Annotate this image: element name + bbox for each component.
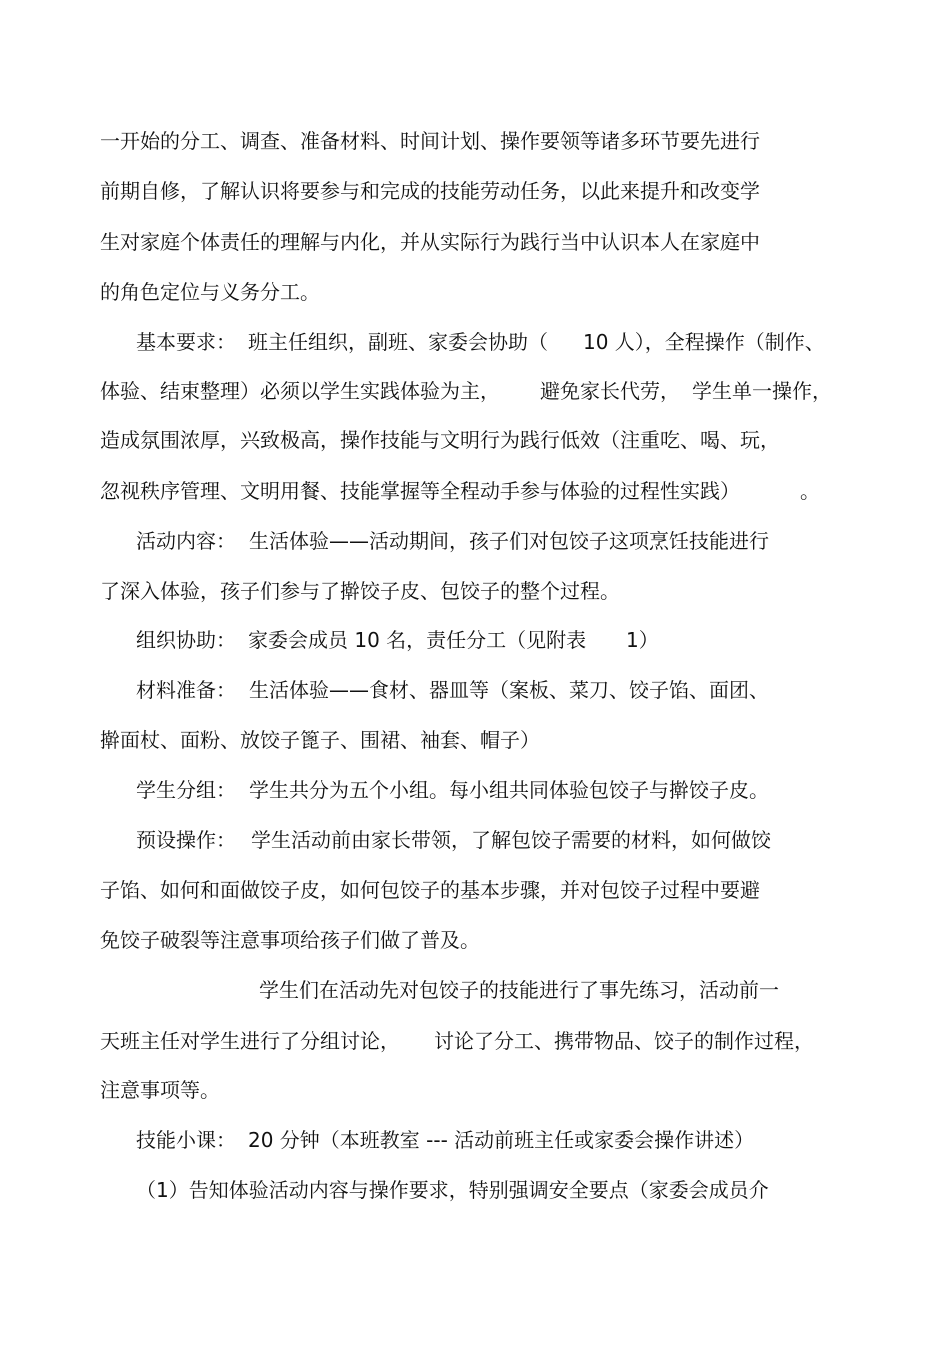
text-line: [0, 420, 950, 460]
text-line: [0, 571, 950, 611]
text-segment: 家委会成员 10 名，责任分工（见附表: [248, 628, 587, 652]
text-segment: 子馅、如何和面做饺子皮，如何包饺子的基本步骤，并对包饺子过程中要避: [100, 878, 760, 902]
text-line: [0, 770, 950, 810]
text-segment: 活动内容：: [136, 529, 236, 553]
text-segment: 天班主任对学生进行了分组讨论，: [100, 1029, 400, 1053]
text-line: [0, 1170, 950, 1210]
text-line: [0, 371, 950, 411]
text-segment: 一开始的分工、调查、准备材料、时间计划、操作要领等诸多环节要先进行: [100, 129, 760, 153]
text-line: [0, 670, 950, 710]
text-line: [0, 620, 950, 660]
text-segment: 学生单一操作，: [692, 379, 832, 403]
text-segment: 技能小课：: [136, 1128, 236, 1152]
text-segment: 学生活动前由家长带领，了解包饺子需要的材料，如何做饺: [251, 828, 771, 852]
text-line: [0, 471, 950, 511]
text-segment: 擀面杖、面粉、放饺子篦子、围裙、袖套、帽子）: [100, 728, 540, 752]
text-segment: 材料准备：: [136, 678, 236, 702]
text-segment: 学生共分为五个小组。每小组共同体验包饺子与擀饺子皮。: [249, 778, 769, 802]
text-segment: 前期自修，了解认识将要参与和完成的技能劳动任务，以此来提升和改变学: [100, 179, 760, 203]
text-segment: 20 分钟（本班教室 --- 活动前班主任或家委会操作讲述）: [248, 1128, 755, 1152]
text-segment: 10 人），全程操作（制作、: [583, 330, 825, 354]
text-line: [0, 222, 950, 262]
text-segment: 1）: [626, 628, 659, 652]
text-line: [0, 121, 950, 161]
text-segment: 注意事项等。: [100, 1078, 220, 1102]
text-segment: 基本要求：: [136, 330, 236, 354]
text-line: [0, 1021, 950, 1061]
text-segment: 学生分组：: [136, 778, 236, 802]
text-line: [0, 521, 950, 561]
text-segment: 的角色定位与义务分工。: [100, 280, 320, 304]
text-segment: （1）告知体验活动内容与操作要求，特别强调安全要点（家委会成员介: [136, 1178, 769, 1202]
text-segment: 造成氛围浓厚，兴致极高，操作技能与文明行为践行低效（注重吃、喝、玩，: [100, 428, 780, 452]
text-segment: 生活体验——食材、器皿等（案板、菜刀、饺子馅、面团、: [249, 678, 769, 702]
text-line: [0, 1070, 950, 1110]
text-line: [0, 1120, 950, 1160]
text-segment: 避免家长代劳，: [540, 379, 680, 403]
text-segment: 忽视秩序管理、文明用餐、技能掌握等全程动手参与体验的过程性实践）: [100, 479, 740, 503]
text-segment: 。: [800, 479, 820, 503]
text-segment: 组织协助：: [136, 628, 236, 652]
text-line: [0, 720, 950, 760]
text-segment: 体验、结束整理）必须以学生实践体验为主，: [100, 379, 500, 403]
text-segment: 班主任组织，副班、家委会协助（: [248, 330, 548, 354]
text-line: [0, 920, 950, 960]
text-line: [0, 322, 950, 362]
text-segment: 学生们在活动先对包饺子的技能进行了事先练习，活动前一: [259, 978, 779, 1002]
text-line: [0, 870, 950, 910]
text-segment: 讨论了分工、携带物品、饺子的制作过程，: [434, 1029, 814, 1053]
text-line: [0, 820, 950, 860]
text-segment: 预设操作：: [136, 828, 236, 852]
text-segment: 了深入体验，孩子们参与了擀饺子皮、包饺子的整个过程。: [100, 579, 620, 603]
text-segment: 生对家庭个体责任的理解与内化，并从实际行为践行当中认识本人在家庭中: [100, 230, 760, 254]
text-segment: 生活体验——活动期间，孩子们对包饺子这项烹饪技能进行: [249, 529, 769, 553]
text-line: [0, 272, 950, 312]
text-line: [0, 970, 950, 1010]
text-segment: 免饺子破裂等注意事项给孩子们做了普及。: [100, 928, 480, 952]
text-line: [0, 171, 950, 211]
